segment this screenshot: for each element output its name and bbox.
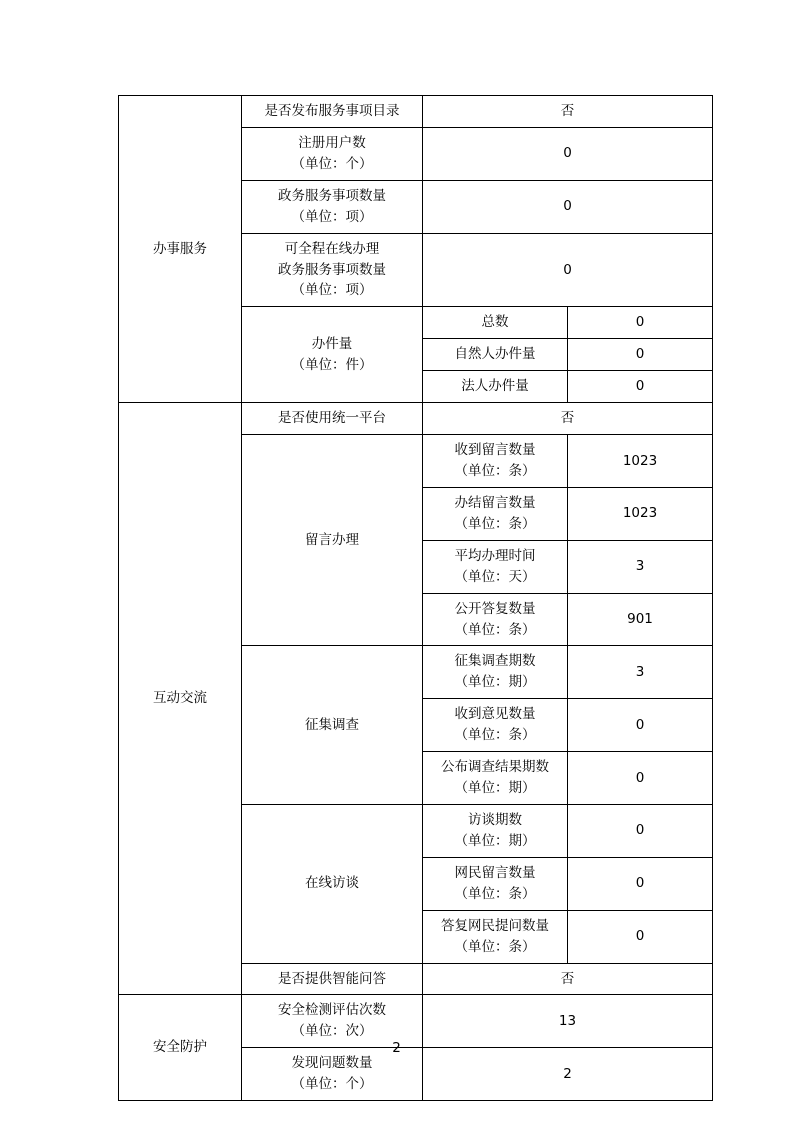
item-cell: 注册用户数 （单位：个） <box>242 127 423 180</box>
value-cell: 0 <box>568 752 713 805</box>
subitem-cell: 公布调查结果期数 （单位：期） <box>423 752 568 805</box>
subitem-cell: 自然人办件量 <box>423 339 568 371</box>
value-cell: 0 <box>568 910 713 963</box>
subitem-cell: 答复网民提问数量 （单位：条） <box>423 910 568 963</box>
subitem-cell: 公开答复数量 （单位：条） <box>423 593 568 646</box>
subitem-cell: 办结留言数量 （单位：条） <box>423 487 568 540</box>
value-cell: 0 <box>568 857 713 910</box>
table-row <box>119 96 713 128</box>
value-cell: 1023 <box>568 487 713 540</box>
item-cell-liuyan-banli: 留言办理 <box>242 435 423 646</box>
subitem-cell: 法人办件量 <box>423 371 568 403</box>
value-cell: 1023 <box>568 435 713 488</box>
value-cell: 否 <box>423 963 713 995</box>
subitem-cell: 平均办理时间 （单位：天） <box>423 540 568 593</box>
table-body <box>119 96 713 1101</box>
value-cell: 0 <box>423 127 713 180</box>
value-cell: 0 <box>568 339 713 371</box>
value-cell: 否 <box>423 403 713 435</box>
item-cell: 安全检测评估次数 （单位：次） <box>242 995 423 1048</box>
value-cell: 0 <box>568 371 713 403</box>
subitem-cell: 征集调查期数 （单位：期） <box>423 646 568 699</box>
table-row <box>119 403 713 435</box>
value-cell: 0 <box>568 699 713 752</box>
value-cell: 901 <box>568 593 713 646</box>
category-cell-anquan-fanghu: 安全防护 <box>119 995 242 1101</box>
value-cell: 0 <box>423 233 713 307</box>
subitem-cell: 总数 <box>423 307 568 339</box>
value-cell: 2 <box>423 1048 713 1101</box>
subitem-cell: 收到留言数量 （单位：条） <box>423 435 568 488</box>
value-cell: 13 <box>423 995 713 1048</box>
item-cell: 是否发布服务事项目录 <box>242 96 423 128</box>
item-cell: 可全程在线办理 政务服务事项数量 （单位：项） <box>242 233 423 307</box>
value-cell: 0 <box>568 307 713 339</box>
page-number: 2 <box>392 1040 401 1056</box>
item-cell: 是否提供智能问答 <box>242 963 423 995</box>
subitem-cell: 收到意见数量 （单位：条） <box>423 699 568 752</box>
item-cell: 政务服务事项数量 （单位：项） <box>242 180 423 233</box>
item-cell-banjianliang: 办件量 （单位：件） <box>242 307 423 403</box>
item-cell-zhengji-diaocha: 征集调查 <box>242 646 423 805</box>
government-website-report-table <box>118 95 713 1101</box>
item-cell: 发现问题数量 （单位：个） <box>242 1048 423 1101</box>
item-cell: 是否使用统一平台 <box>242 403 423 435</box>
item-cell-zaixian-fangtan: 在线访谈 <box>242 804 423 963</box>
value-cell: 0 <box>423 180 713 233</box>
category-cell-banshi-fuwu: 办事服务 <box>119 96 242 403</box>
subitem-cell: 访谈期数 （单位：期） <box>423 804 568 857</box>
subitem-cell: 网民留言数量 （单位：条） <box>423 857 568 910</box>
category-cell-hudong-jiaoliu: 互动交流 <box>119 403 242 995</box>
value-cell: 否 <box>423 96 713 128</box>
value-cell: 3 <box>568 540 713 593</box>
value-cell: 3 <box>568 646 713 699</box>
value-cell: 0 <box>568 804 713 857</box>
